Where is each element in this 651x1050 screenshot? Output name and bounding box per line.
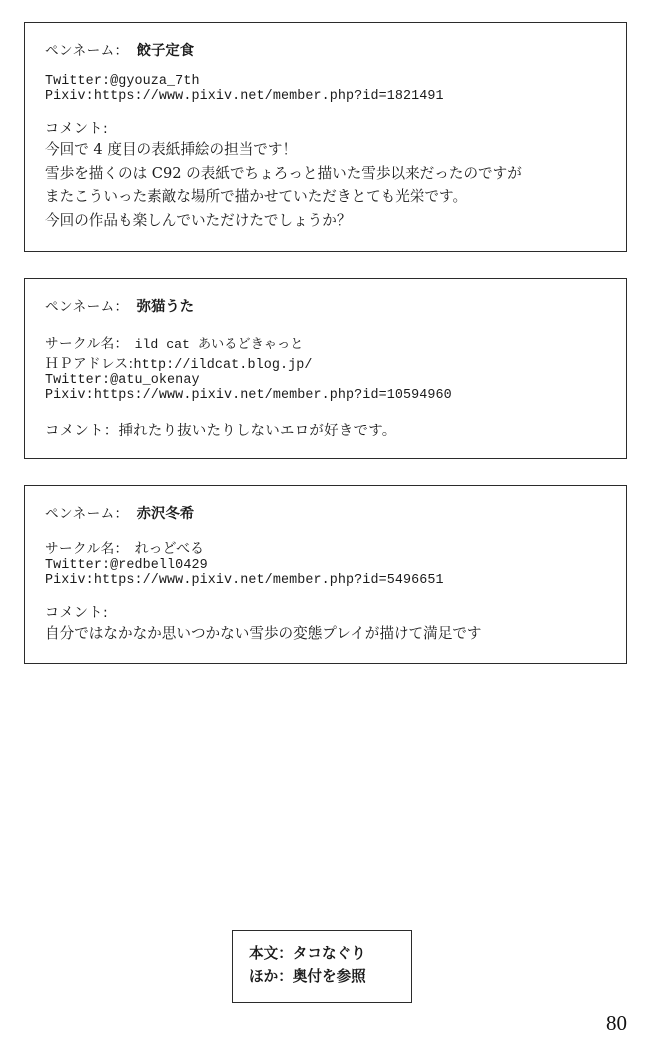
comment-line: 今回で 4 度目の表紙挿絵の担当です！ [45, 141, 298, 158]
twitter-row [45, 373, 606, 388]
pen-name-label: ペンネーム： [45, 298, 129, 315]
pen-name-label: ペンネーム： [45, 43, 129, 59]
twitter-value[interactable]: @gyouza_7th [110, 74, 200, 89]
twitter-value[interactable]: @atu_okenay [110, 372, 200, 388]
pixiv-label: Pixiv: [45, 89, 94, 104]
circle-name-row [45, 332, 606, 352]
twitter-label: Twitter: [45, 557, 111, 573]
credit-card-2 [24, 278, 627, 459]
pixiv-label: Pixiv: [45, 572, 94, 588]
colophon-line-other: ほか：奥付を参照 [249, 967, 366, 985]
circle-name-label: サークル名： [45, 540, 129, 557]
comment-inline: コメント：挿れたり抜いたりしないエロが好きです。 [45, 422, 397, 439]
pen-name-row [45, 39, 606, 60]
comment-line: 自分ではなかなか思いつかない雪歩の変態プレイが描けて満足です [45, 624, 482, 642]
credit-card-3 [24, 485, 627, 665]
comment-line: 雪歩を描くのは C92 の表紙でちょろっと描いた雪歩以来だったのですが [45, 164, 522, 182]
homepage-row [45, 352, 606, 373]
circle-name-label: サークル名： [45, 335, 129, 352]
pixiv-label: Pixiv: [45, 387, 94, 403]
homepage-label: ＨＰアドレス: [45, 355, 134, 372]
pixiv-value[interactable]: https://www.pixiv.net/member.php?id=5496651 [93, 572, 444, 588]
comment-label: コメント: [45, 121, 109, 137]
pen-name-label: ペンネーム： [45, 505, 129, 522]
credit-card-1 [24, 22, 627, 252]
twitter-row [45, 74, 606, 89]
pen-name-value: 赤沢冬希 [136, 505, 195, 522]
colophon-box [232, 930, 412, 1003]
pen-name-value: 餃子定食 [136, 43, 195, 59]
circle-name-row [45, 537, 606, 558]
twitter-label: Twitter: [45, 74, 111, 89]
circle-name-value: ild cat あいるどきゃっと [134, 336, 304, 352]
pen-name-value: 弥猫うた [136, 298, 195, 315]
twitter-value[interactable]: @redbell0429 [110, 557, 208, 573]
circle-name-value: れっどべる [134, 540, 205, 557]
twitter-label: Twitter: [45, 372, 111, 388]
comment-line: またこういった素敵な場所で描かせていただきとても光栄です。 [45, 188, 468, 206]
page-number: 80 [606, 1011, 627, 1035]
pen-name-row [45, 295, 606, 316]
comment-line: 今回の作品も楽しんでいただけたでしょうか？ [45, 211, 352, 229]
pixiv-row [45, 388, 606, 403]
pixiv-value[interactable]: https://www.pixiv.net/member.php?id=10594960 [93, 387, 452, 403]
colophon-line-body: 本文：タコなぐり [249, 945, 366, 962]
pixiv-value[interactable]: https://www.pixiv.net/member.php?id=1821491 [93, 89, 444, 104]
pen-name-row [45, 502, 606, 523]
homepage-value[interactable]: http://ildcat.blog.jp/ [133, 357, 313, 373]
twitter-row [45, 558, 606, 573]
pixiv-row [45, 573, 606, 588]
pixiv-row [45, 89, 606, 104]
comment-label: コメント: [45, 604, 109, 621]
